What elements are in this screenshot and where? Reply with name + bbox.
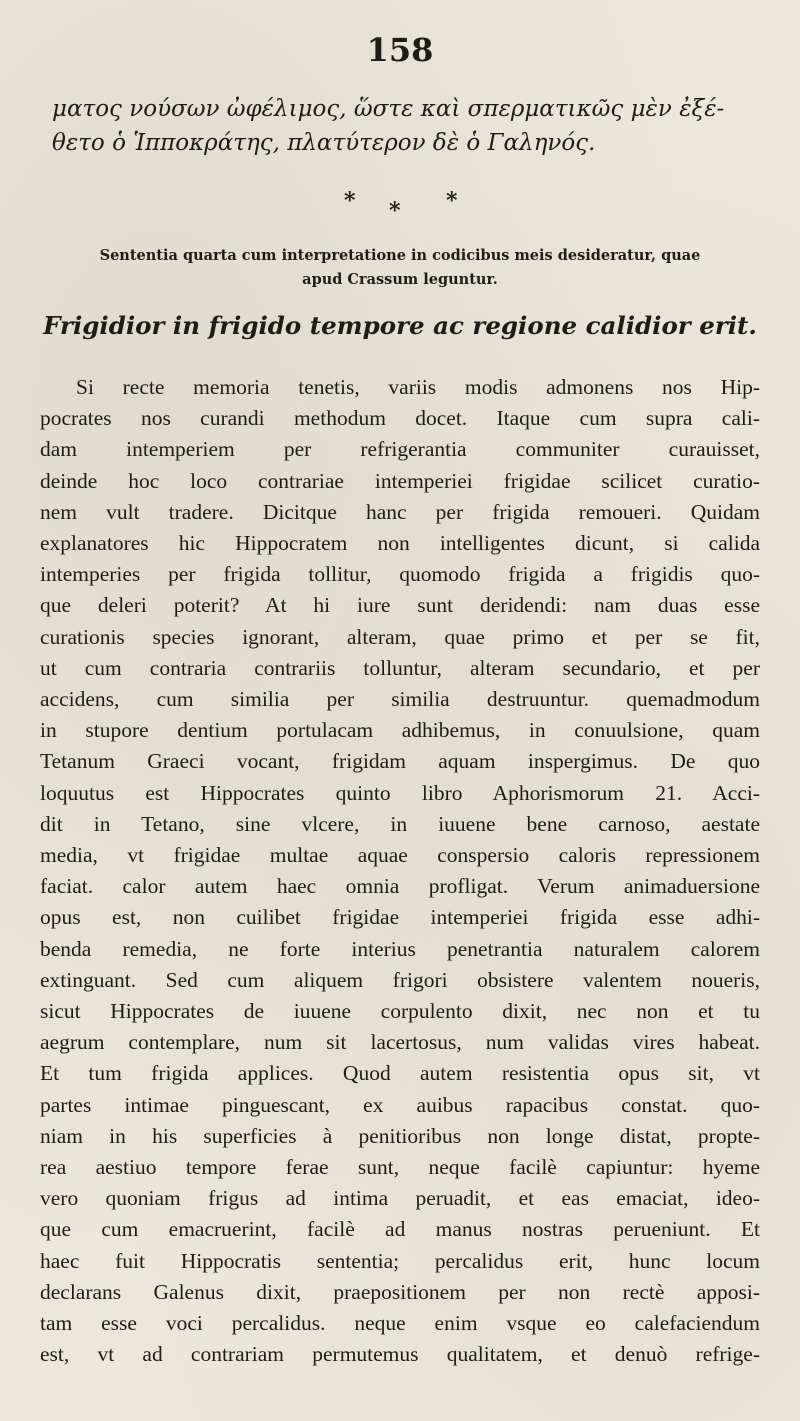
text-line: Et tum frigida applices. Quod autem resistentia opus sit, vt [40, 1061, 760, 1086]
text-line: accidens, cum similia per similia destruuntur. quemadmodum [40, 687, 760, 712]
text-line: dit in Tetano, sine vlcere, in iuuene bene carnoso, aestate [40, 811, 760, 836]
text-line: Si recte memoria tenetis, variis modis admonens nos Hip- [76, 375, 760, 399]
text-line: Tetanum Graeci vocant, frigidam aquam inspergimus. De quo [40, 749, 760, 774]
text-line: est, vt ad contrariam permutemus qualitatem, et denuò refrige- [40, 1342, 760, 1367]
text-line: aegrum contemplare, num sit lacertosus, num validas vires habeat. [40, 1030, 760, 1055]
text-line: benda remedia, ne forte interius penetrantia naturalem calorem [40, 936, 760, 961]
text-line: media, vt frigidae multae aquae conspersio caloris repressionem [40, 843, 760, 868]
greek-line: θετο ὁ Ἱπποκράτης, πλατύτερον δὲ ὁ Γαληνός. [52, 130, 596, 156]
aphorism-heading: Frigidior in frigido tempore ac regione calidior erit. [43, 311, 757, 340]
text-line: vero quoniam frigus ad intima peruadit, et eas emaciat, ideo- [40, 1186, 760, 1211]
text-line: partes intimae pinguescant, ex auibus rapacibus constat. quo- [40, 1092, 760, 1117]
asterism-divider: * * * [344, 188, 458, 224]
text-line: extinguant. Sed cum aliquem frigori obsistere valentem noueris, [40, 967, 760, 992]
text-line: pocrates nos curandi methodum docet. Itaque cum supra cali- [40, 406, 760, 431]
note-line: Sententia quarta cum interpretatione in codicibus meis desideratur, quae [99, 247, 701, 264]
text-line: que deleri poterit? At hi iure sunt deridendi: nam duas esse [40, 593, 760, 618]
text-line: tam esse voci percalidus. neque enim vsque eo calefaciendum [40, 1311, 760, 1336]
text-line: nem vult tradere. Dicitque hanc per frigida remoueri. Quidam [40, 499, 760, 524]
text-line: faciat. calor autem haec omnia profligat. Verum animaduersione [40, 874, 760, 899]
text-line: rea aestiuo tempore ferae sunt, neque facilè capiuntur: hyeme [40, 1155, 760, 1180]
text-line: ut cum contraria contrariis tolluntur, alteram secundario, et per [40, 655, 760, 680]
greek-passage [52, 92, 764, 160]
note-line: apud Crassum leguntur. [302, 271, 498, 288]
text-line: que cum emacruerint, facilè ad manus nostras perueniunt. Et [40, 1217, 760, 1242]
text-line: sicut Hippocrates de iuuene corpulento dixit, nec non et tu [40, 999, 760, 1024]
text-line: loquutus est Hippocrates quinto libro Aphorismorum 21. Acci- [40, 780, 760, 805]
text-line: intemperies per frigida tollitur, quomodo frigida a frigidis quo- [40, 562, 760, 587]
commentary-text [36, 372, 764, 1371]
greek-line: ματος νούσων ὠφέλιμος, ὥστε καὶ σπερματικῶς μὲν ἐξέ- [52, 96, 725, 122]
editorial-note [46, 244, 754, 292]
text-line: deinde hoc loco contrariae intemperiei frigidae scilicet curatio- [40, 468, 760, 493]
text-line: dam intemperiem per refrigerantia communiter curauisset, [40, 437, 760, 462]
text-line: explanatores hic Hippocratem non intelligentes dicunt, si calida [40, 531, 760, 556]
text-line: haec fuit Hippocratis sententia; percalidus erit, hunc locum [40, 1248, 760, 1273]
text-line: in stupore dentium portulacam adhibemus, in conuulsione, quam [40, 718, 760, 743]
text-line: curationis species ignorant, alteram, quae primo et per se fit, [40, 624, 760, 649]
text-line: declarans Galenus dixit, praepositionem per non rectè apposi- [40, 1279, 760, 1304]
page-number: 158 [366, 31, 434, 69]
text-line: niam in his superficies à penitioribus non longe distat, propte- [40, 1123, 760, 1148]
text-line: opus est, non cuilibet frigidae intemperiei frigida esse adhi- [40, 905, 760, 930]
